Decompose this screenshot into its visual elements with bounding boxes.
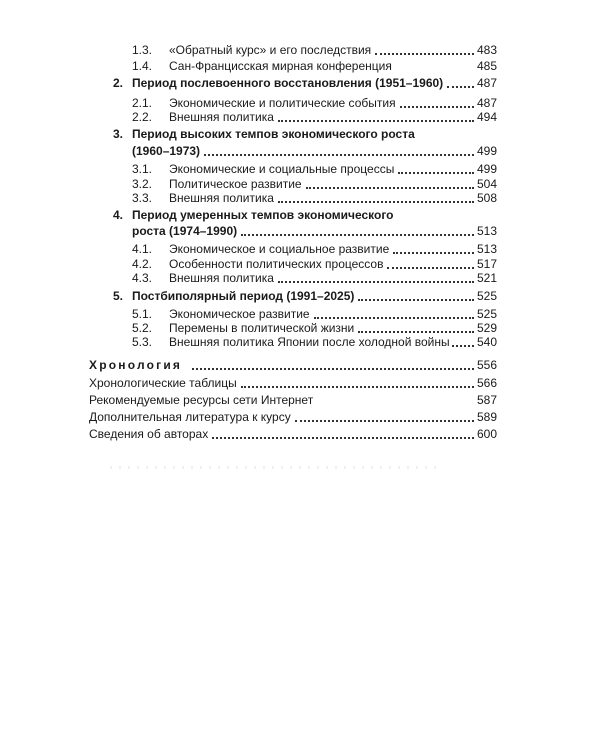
entry-title: Хронологические таблицы [89, 376, 237, 390]
entry-title: Сан-Францисская мирная конференция [169, 59, 392, 73]
entry-title: Экономические и социальные процессы [169, 162, 395, 176]
entry-number: 5.2. [132, 321, 153, 335]
toc-entry-3-3[interactable] [132, 191, 497, 205]
toc-section-3[interactable] [132, 144, 497, 158]
dot-leader [306, 186, 474, 189]
entry-page: 566 [476, 376, 497, 390]
dot-leader [396, 68, 474, 71]
section-title: Постбиполярный период (1991–2025) [132, 289, 355, 303]
entry-number: 5.3. [132, 335, 153, 349]
dot-leader [393, 251, 474, 254]
section-title: Период послевоенного восстановления (1951–1960) [132, 76, 444, 90]
toc-entry-2-2[interactable] [132, 110, 497, 124]
dot-leader [452, 344, 474, 347]
toc-section-3-title-line1[interactable]: Период высоких темпов экономического роста [132, 127, 415, 141]
entry-title: Экономическое развитие [169, 307, 310, 321]
toc-chronology[interactable] [89, 358, 497, 372]
entry-number: 5.1. [132, 307, 153, 321]
toc-entry-3-2[interactable] [132, 177, 497, 191]
entry-page: 485 [476, 59, 497, 73]
toc-entry-4-2[interactable] [132, 257, 497, 271]
entry-page: 504 [476, 177, 497, 191]
entry-page: 525 [476, 307, 497, 321]
toc-section-4-number: 4. [113, 208, 124, 222]
toc-entry-5-1[interactable] [132, 307, 497, 321]
entry-number: 1.4. [132, 59, 153, 73]
dot-leader [241, 233, 474, 236]
entry-title: Сведения об авторах [89, 427, 209, 441]
dot-leader [358, 298, 474, 301]
entry-page: 600 [476, 427, 497, 441]
dot-leader [400, 105, 474, 108]
section-number: 2. [113, 76, 124, 90]
toc-chronological-tables[interactable] [89, 376, 497, 390]
entry-page: 525 [476, 289, 497, 303]
dot-leader [278, 200, 474, 203]
toc-section-2[interactable] [113, 76, 497, 90]
entry-title: Внешняя политика [169, 110, 274, 124]
entry-title: Политическое развитие [169, 177, 302, 191]
entry-page: 521 [476, 271, 497, 285]
entry-number: 4.1. [132, 242, 153, 256]
entry-page: 540 [476, 335, 497, 349]
dot-leader [387, 266, 473, 269]
toc-entry-1-3[interactable] [132, 43, 497, 57]
dot-leader [317, 402, 474, 405]
toc-entry-3-1[interactable] [132, 162, 497, 176]
toc-section-4-title-line1[interactable]: Период умеренных темпов экономического [132, 208, 394, 222]
toc-entry-4-1[interactable] [132, 242, 497, 256]
entry-title: Рекомендуемые ресурсы сети Интернет [89, 393, 314, 407]
scan-noise [110, 466, 440, 469]
dot-leader [447, 85, 474, 88]
entry-page: 499 [476, 162, 497, 176]
dot-leader [212, 436, 474, 439]
toc-entry-5-2[interactable] [132, 321, 497, 335]
entry-page: 529 [476, 321, 497, 335]
chronology-title: Хронология [89, 358, 183, 372]
dot-leader [398, 171, 474, 174]
entry-title: Особенности политических процессов [169, 257, 384, 271]
entry-page: 494 [476, 110, 497, 124]
dot-leader [278, 280, 474, 283]
entry-number: 2.2. [132, 110, 153, 124]
dot-leader [375, 52, 474, 55]
toc-additional-literature[interactable] [89, 410, 497, 424]
dot-leader [358, 330, 474, 333]
toc-about-authors[interactable] [89, 427, 497, 441]
entry-page: 513 [476, 242, 497, 256]
entry-page: 587 [476, 393, 497, 407]
toc-entry-1-4[interactable] [132, 59, 497, 73]
entry-title: Перемены в политической жизни [169, 321, 355, 335]
entry-title: Экономическое и социальное развитие [169, 242, 390, 256]
toc-entry-2-1[interactable] [132, 96, 497, 110]
entry-page: 589 [476, 410, 497, 424]
dot-leader [278, 119, 474, 122]
dot-leader [295, 419, 474, 422]
toc-internet-resources[interactable] [89, 393, 497, 407]
dot-leader [314, 316, 474, 319]
entry-number: 4.2. [132, 257, 153, 271]
entry-number: 3.2. [132, 177, 153, 191]
section-title-line2: роста (1974–1990) [132, 224, 238, 238]
section-title-line2: (1960–1973) [132, 144, 201, 158]
entry-title: Экономические и политические события [169, 96, 396, 110]
toc-entry-5-3[interactable] [132, 335, 497, 349]
dot-leader [241, 385, 474, 388]
entry-title: Внешняя политика Японии после холодной войны [169, 335, 450, 349]
entry-page: 508 [476, 191, 497, 205]
dot-leader [204, 153, 474, 156]
entry-number: 3.1. [132, 162, 153, 176]
entry-page: 487 [476, 96, 497, 110]
entry-title: Внешняя политика [169, 191, 274, 205]
toc-section-4[interactable] [132, 224, 497, 238]
entry-number: 1.3. [132, 43, 153, 57]
entry-page: 487 [476, 76, 497, 90]
toc-entry-4-3[interactable] [132, 271, 497, 285]
entry-title: Дополнительная литература к курсу [89, 410, 291, 424]
entry-number: 4.3. [132, 271, 153, 285]
dot-leader [192, 367, 474, 370]
entry-title: «Обратный курс» и его последствия [169, 43, 372, 57]
entry-number: 2.1. [132, 96, 153, 110]
entry-page: 483 [476, 43, 497, 57]
entry-page: 556 [476, 358, 497, 372]
entry-page: 517 [476, 257, 497, 271]
entry-page: 499 [476, 144, 497, 158]
section-number: 5. [113, 289, 124, 303]
entry-title: Внешняя политика [169, 271, 274, 285]
entry-page: 513 [476, 224, 497, 238]
toc-section-3-number: 3. [113, 127, 124, 141]
entry-number: 3.3. [132, 191, 153, 205]
toc-section-5[interactable] [113, 289, 497, 303]
